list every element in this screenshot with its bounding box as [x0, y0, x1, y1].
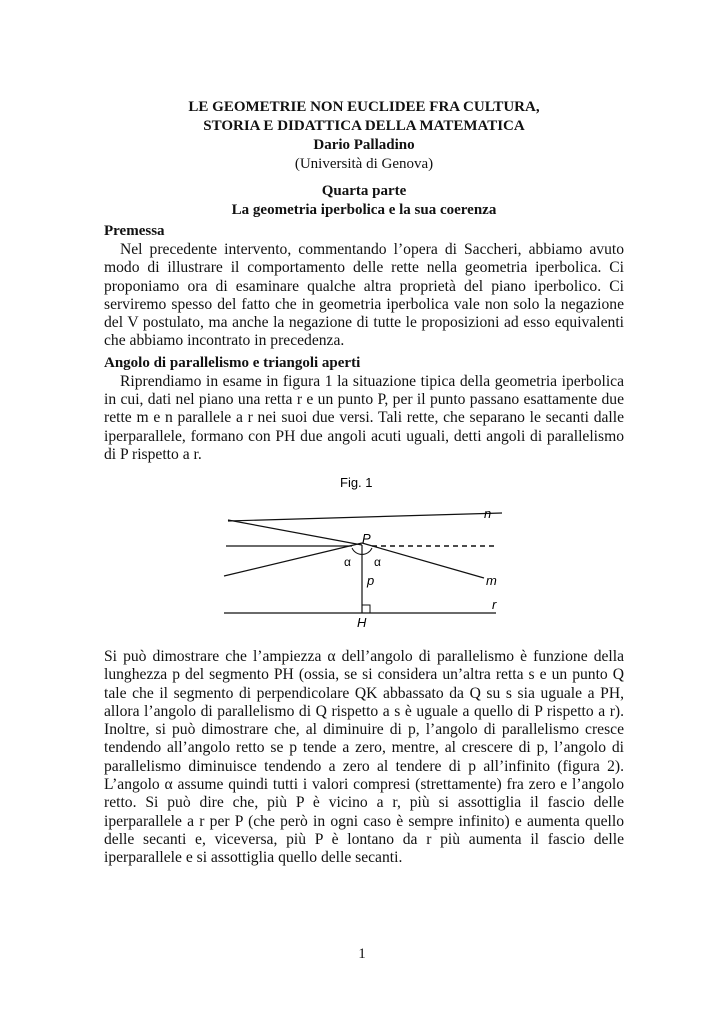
right-angle-mark [362, 605, 370, 613]
title-line-2: STORIA E DIDATTICA DELLA MATEMATICA [203, 118, 525, 134]
title-line-1: LE GEOMETRIE NON EUCLIDEE FRA CULTURA, [188, 99, 540, 115]
label-n: n [484, 506, 492, 521]
label-m: m [486, 573, 497, 588]
page-number: 1 [358, 946, 366, 962]
label-r: r [492, 597, 497, 612]
figure-1-diagram [222, 468, 522, 630]
label-H: H [357, 615, 367, 630]
section-heading-premessa: Premessa [104, 223, 165, 239]
paragraph-premessa: Nel precedente intervento, commentando l’opera di Saccheri, abbiamo avuto modo di illustrare il comportamento delle rette nella geometria iperbolica. Ci proponiamo ora di esaminare qualche altra proprietà del piano iperbolico. Ci serviremo spesso del fatto che in geometria iperbolica vale non solo la negazione del V postulato, ma anche la negazione di tutte le proposizioni ad esso equivalenti che abbiamo incontrato in precedenza. [104, 241, 624, 350]
line-n-left [228, 520, 362, 545]
part-title: Quarta parte [321, 183, 407, 199]
line-m-left [224, 543, 362, 576]
author-name: Dario Palladino [313, 137, 415, 153]
part-subtitle: La geometria iperbolica e la sua coerenza [231, 202, 497, 218]
figure-1 [222, 468, 522, 630]
line-n [228, 513, 502, 521]
label-alpha-left: α [344, 555, 351, 569]
label-alpha-right: α [374, 555, 381, 569]
paragraph-angolo: Riprendiamo in esame in figura 1 la situazione tipica della geometria iperbolica in cui, dati nel piano una retta r e un punto P, per il punto passano esattamente due rette m e n parallele a r nei suoi due versi. Tali rette, che separano le secanti dalle iperparallele, formano con PH due angoli acuti uguali, detti angoli di parallelismo di P rispetto a r. [104, 372, 624, 463]
article-header [104, 98, 624, 464]
body-continuation [104, 648, 624, 868]
section-heading-angolo: Angolo di parallelismo e triangoli aperti [104, 354, 361, 371]
label-P: P [362, 531, 371, 546]
label-p: p [367, 573, 375, 588]
author-affiliation: (Università di Genova) [294, 156, 434, 172]
figure-caption: Fig. 1 [340, 475, 373, 490]
paragraph-body: Si può dimostrare che l’ampiezza α dell’angolo di parallelismo è funzione della lunghezza p del segmento PH (ossia, se si considera un’altra retta s e un punto Q tale che il segmento di perpendicolare QK abbassato da Q su s sia uguale a PH, allora l’angolo di parallelismo di Q rispetto a s è uguale a quello di P rispetto a r). Inoltre, si può dimostrare che, al diminuire di p, l’angolo di parallelismo cresce tendendo all’angolo retto se p tende a zero, mentre, al crescere di p, l’angolo di parallelismo diminuisce tendendo a zero al tendere di p all’infinito (figura 2). L’angolo α assume quindi tutti i valori compresi (strettamente) fra zero e l’angolo retto. Si può dire che, più P è vicino a r, più si assottiglia il fascio delle iperparallele a r per P (che però in ogni caso è sempre infinito) e aumenta quello delle secanti e, viceversa, più P è lontano da r più aumenta il fascio delle iperparallele e si assottiglia quello delle secanti. [104, 648, 624, 867]
